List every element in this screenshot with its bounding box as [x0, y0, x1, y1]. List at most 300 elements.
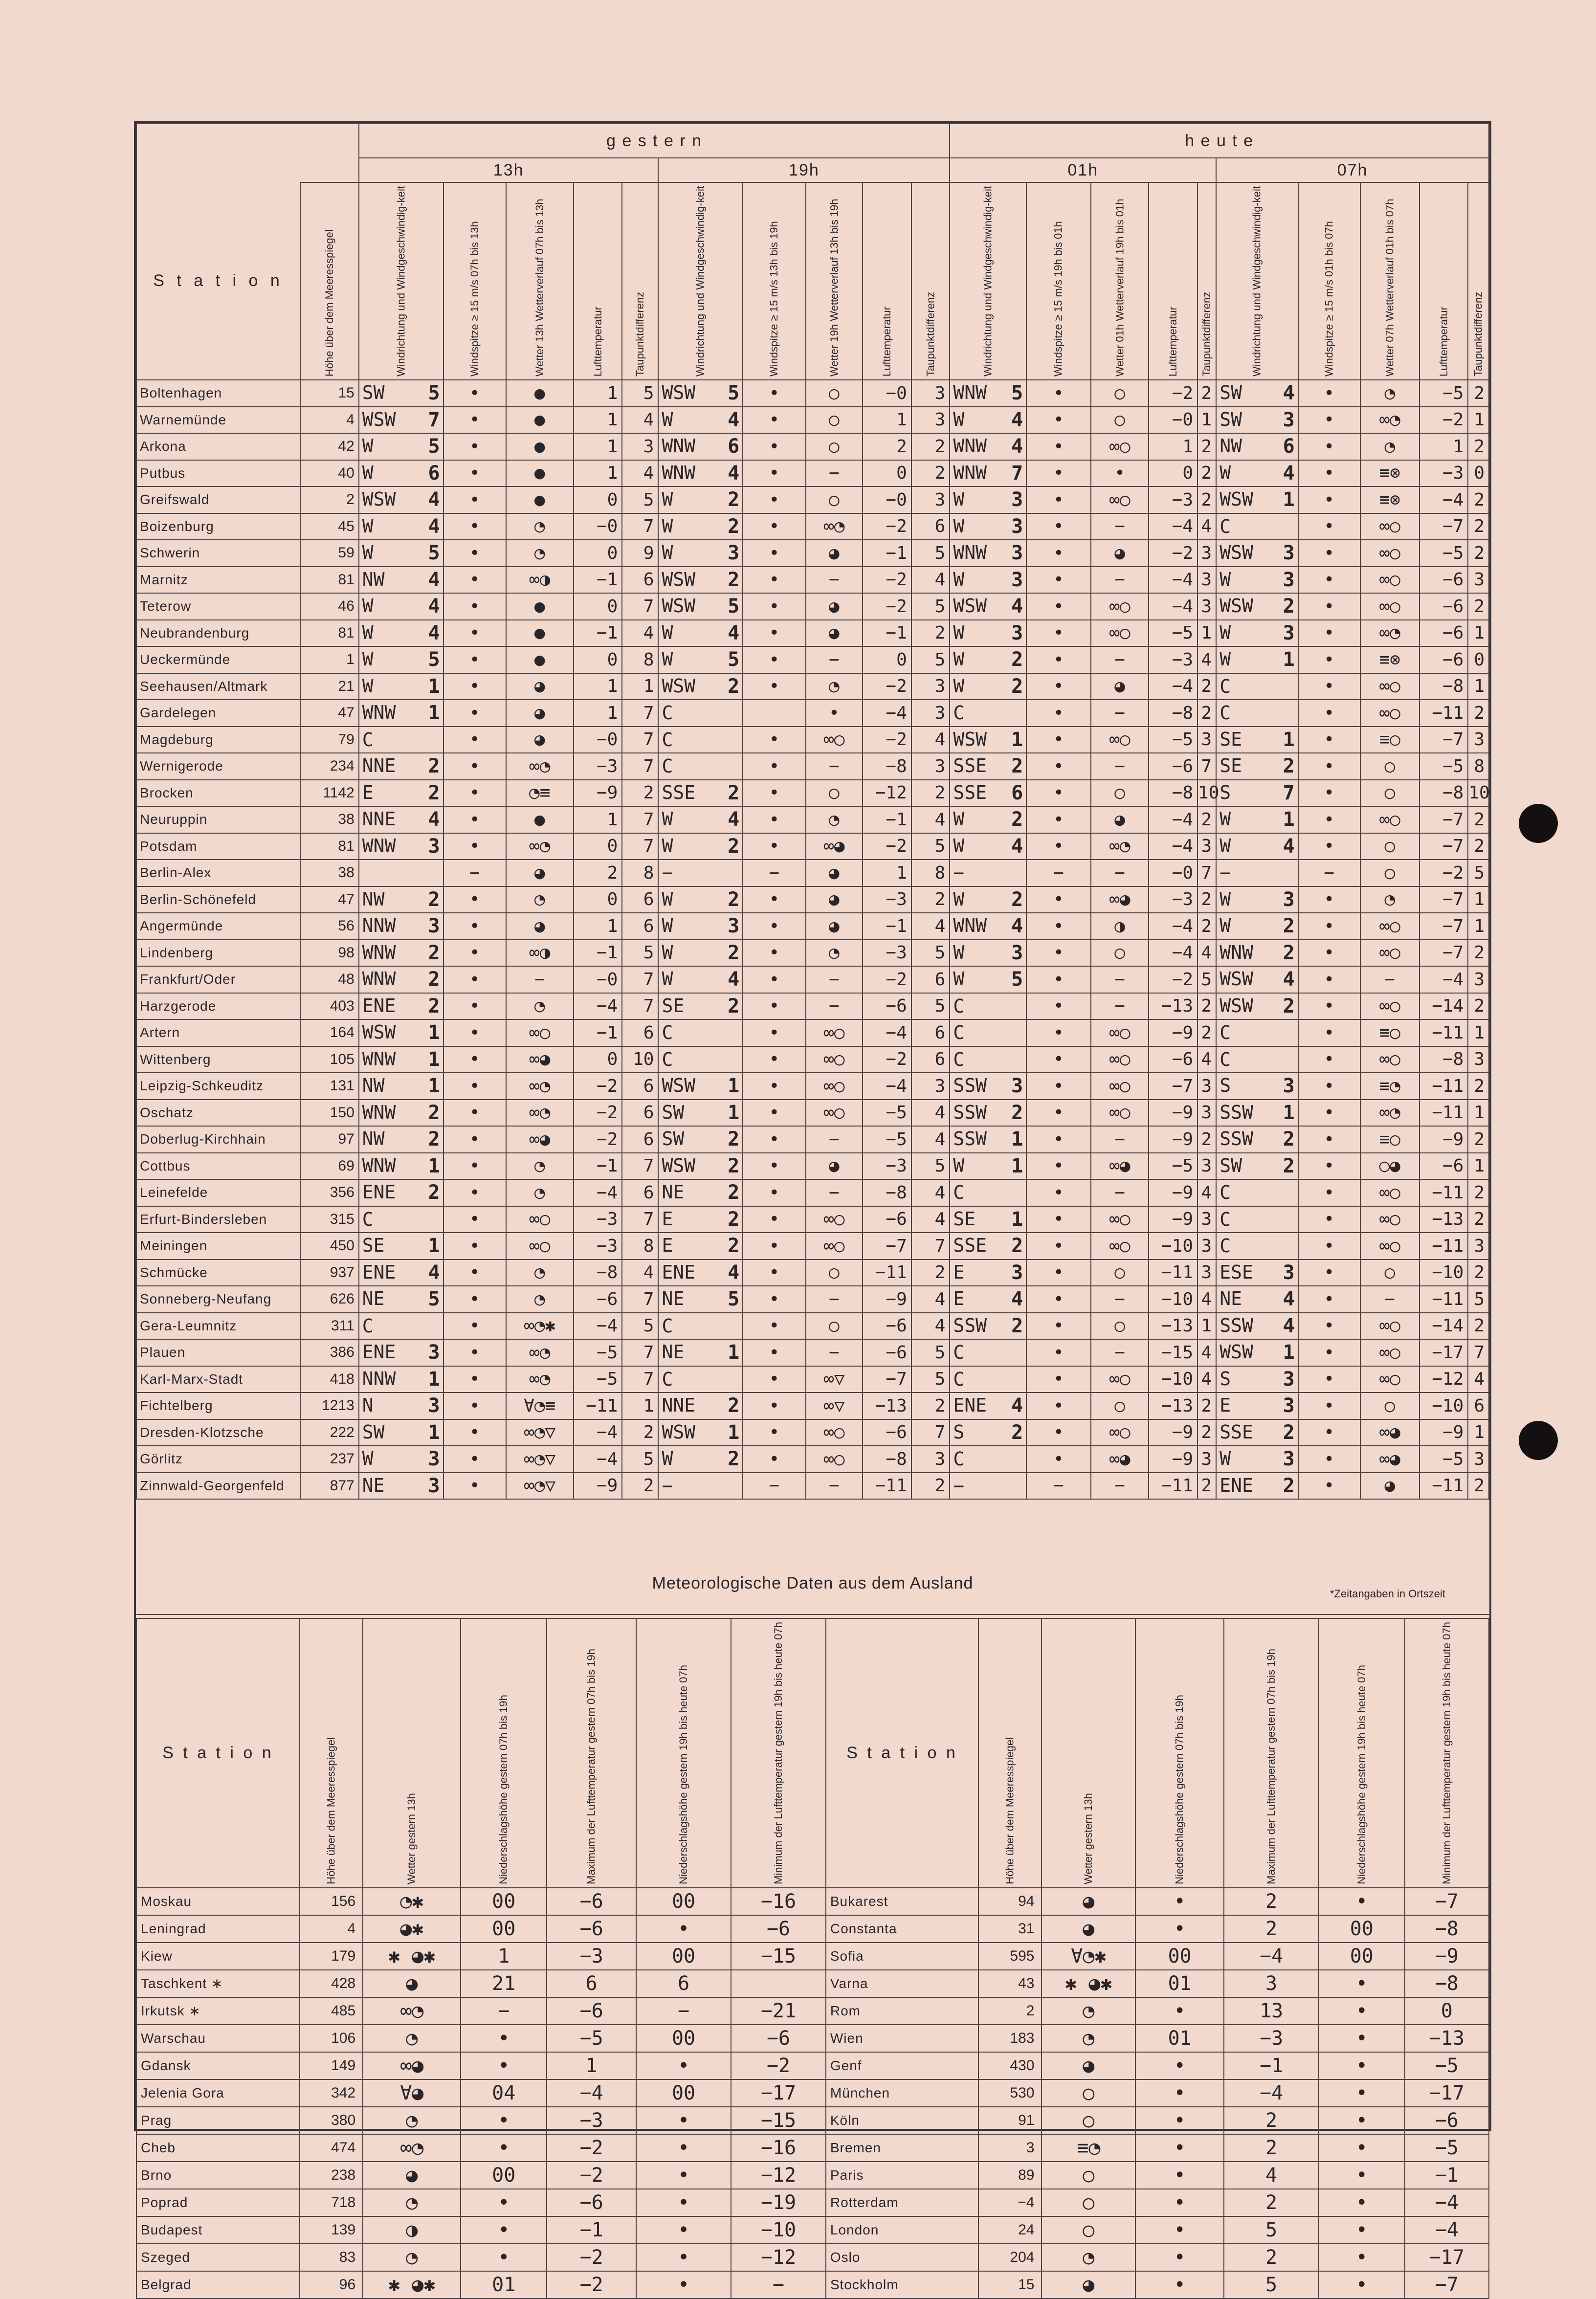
weather-symbol: ≡⊗: [1360, 460, 1419, 487]
air-temperature: −14: [1419, 1313, 1468, 1340]
dewpoint-difference: 2: [1468, 513, 1489, 540]
wind-cell: [658, 913, 743, 940]
wind-cell: [359, 593, 443, 620]
wind-direction: E: [662, 1208, 673, 1230]
wind-cell: [1216, 833, 1298, 860]
wind-speed: 2: [728, 835, 740, 858]
dewpoint-difference: 2: [622, 1473, 658, 1500]
wind-cell: [1216, 540, 1298, 567]
weather-symbol: ∞○: [1091, 486, 1149, 513]
weather-symbol: ◔: [506, 1260, 574, 1286]
wind-gust: •: [743, 753, 805, 780]
wind-gust: •: [743, 913, 805, 940]
dewpoint-difference: 7: [1197, 753, 1216, 780]
precip-07-19: •: [1135, 2052, 1224, 2079]
weather-symbol: −: [1091, 1126, 1149, 1153]
wind-direction: W: [1219, 648, 1231, 670]
station-name: Cottbus: [136, 1153, 300, 1180]
station-name: Artern: [136, 1019, 300, 1046]
foreign-weather-13h: ≡◔: [1042, 2134, 1135, 2162]
air-temperature: −2: [574, 1126, 622, 1153]
wind-direction: SW: [662, 1128, 685, 1150]
wind-cell: [950, 1126, 1026, 1153]
weather-symbol: ∞○: [506, 1019, 574, 1046]
wind-cell: [359, 1446, 443, 1473]
weather-symbol: −: [1091, 753, 1149, 780]
station-height: 1: [300, 646, 359, 673]
dewpoint-difference: 4: [911, 567, 950, 594]
wind-direction: WSW: [662, 595, 696, 617]
station-row: [136, 1339, 1489, 1366]
dewpoint-difference: 2: [1468, 1126, 1489, 1153]
weather-symbol: ≡◔: [1360, 1073, 1419, 1100]
station-name: Lindenberg: [136, 940, 300, 967]
wind-gust: •: [1026, 1153, 1090, 1180]
wind-gust: •: [743, 1366, 805, 1393]
foreign-station-name: Rom: [826, 1997, 978, 2025]
weather-symbol: −: [1091, 646, 1149, 673]
air-temperature: −4: [1149, 833, 1197, 860]
wind-cell: [1216, 380, 1298, 407]
dewpoint-difference: 7: [622, 833, 658, 860]
max-temperature: −6: [547, 1888, 636, 1915]
wind-speed: 2: [1011, 648, 1023, 671]
air-temperature: −2: [1419, 407, 1468, 434]
air-temperature: −4: [863, 1019, 911, 1046]
dewpoint-difference: 8: [911, 860, 950, 886]
foreign-weather-13h: ○: [1042, 2079, 1135, 2107]
wind-direction: C: [1219, 1048, 1231, 1070]
wind-cell: [359, 1393, 443, 1419]
foreign-row: [136, 2079, 1489, 2107]
wind-cell: [1216, 940, 1298, 967]
max-temperature: 2: [1224, 2189, 1319, 2216]
precip-07-19: 21: [461, 1970, 547, 1997]
wind-gust: •: [743, 513, 805, 540]
precip-07-19: •: [461, 2244, 547, 2271]
weather-symbol: ○◕: [1360, 1153, 1419, 1180]
wind-gust: •: [1298, 540, 1360, 567]
wind-cell: [658, 673, 743, 700]
wind-speed: 4: [1011, 1394, 1023, 1417]
foreign-header-hoehe-right: Höhe über dem Meeresspiegel: [978, 1618, 1042, 1888]
wind-gust: •: [443, 1019, 506, 1046]
air-temperature: −9: [863, 1286, 911, 1313]
wind-direction: C: [662, 1022, 673, 1044]
air-temperature: −2: [1149, 540, 1197, 567]
weather-symbol: ∞○: [1360, 540, 1419, 567]
wind-speed: 4: [1011, 408, 1023, 431]
wind-direction: NW: [362, 1128, 385, 1150]
wind-cell: [658, 1233, 743, 1260]
wind-gust: •: [443, 567, 506, 594]
foreign-station-height: 83: [300, 2244, 363, 2271]
wind-gust: •: [743, 620, 805, 647]
air-temperature: −5: [1419, 1446, 1468, 1473]
wind-speed: 2: [1011, 1101, 1023, 1124]
station-height: 403: [300, 993, 359, 1020]
station-name: Neuruppin: [136, 806, 300, 833]
wind-speed: 2: [1283, 915, 1295, 938]
wind-cell: [950, 1046, 1026, 1073]
wind-direction: W: [1219, 1448, 1231, 1470]
wind-cell: [950, 940, 1026, 967]
station-row: [136, 1100, 1489, 1127]
dewpoint-difference: 3: [911, 1446, 950, 1473]
weather-symbol: ∞○: [1360, 567, 1419, 594]
wind-direction: W: [953, 621, 965, 643]
wind-cell: [950, 407, 1026, 434]
dewpoint-difference: 1: [1197, 407, 1216, 434]
wind-gust: •: [443, 727, 506, 753]
wind-gust: •: [1298, 993, 1360, 1020]
weather-symbol: −: [806, 1179, 863, 1206]
wind-cell: [950, 1206, 1026, 1233]
wind-gust: •: [1298, 1126, 1360, 1153]
weather-symbol: ○: [806, 407, 863, 434]
wind-direction: NW: [1219, 435, 1242, 457]
wind-direction: SE: [362, 1235, 385, 1257]
wind-speed: 4: [1283, 1288, 1295, 1311]
wind-gust: •: [1026, 753, 1090, 780]
wind-cell: [950, 1393, 1026, 1419]
wind-cell: [359, 780, 443, 807]
dewpoint-difference: 3: [1197, 1233, 1216, 1260]
wind-direction: S: [1219, 1075, 1231, 1097]
weather-symbol: ●: [506, 593, 574, 620]
foreign-station-name: Moskau: [136, 1888, 300, 1915]
dewpoint-difference: 0: [1468, 646, 1489, 673]
wind-gust: •: [743, 1019, 805, 1046]
air-temperature: −4: [574, 1313, 622, 1340]
dewpoint-difference: 3: [911, 1073, 950, 1100]
weather-symbol: −: [1091, 1179, 1149, 1206]
weather-symbol: ∞◔✱: [506, 1313, 574, 1340]
wind-direction: C: [953, 702, 965, 724]
dewpoint-difference: 2: [911, 1260, 950, 1286]
wind-speed: 3: [428, 1448, 440, 1471]
dewpoint-difference: 5: [911, 993, 950, 1020]
weather-symbol: ∞○: [1360, 1233, 1419, 1260]
wind-cell: [950, 646, 1026, 673]
dewpoint-difference: 2: [911, 620, 950, 647]
foreign-weather-13h: ◕✱: [363, 1915, 461, 1943]
precip-07-19: 00: [461, 1915, 547, 1943]
min-temperature: 0: [1405, 1997, 1489, 2025]
wind-gust: •: [743, 486, 805, 513]
air-temperature: −8: [1419, 1046, 1468, 1073]
wind-cell: [359, 1073, 443, 1100]
precip-19-07: •: [1319, 2025, 1405, 2052]
air-temperature: −6: [1419, 593, 1468, 620]
wind-direction: C: [1219, 1208, 1231, 1230]
weather-report-sheet: [134, 121, 1491, 2296]
precip-07-19: •: [1135, 1888, 1224, 1915]
foreign-row: [136, 2216, 1489, 2244]
foreign-station-height: −4: [978, 2189, 1042, 2216]
foreign-station-name: Bukarest: [826, 1888, 978, 1915]
station-height: 356: [300, 1179, 359, 1206]
dewpoint-difference: 1: [622, 673, 658, 700]
dewpoint-difference: 2: [911, 1473, 950, 1500]
wind-cell: [950, 1233, 1026, 1260]
wind-speed: 2: [1283, 1128, 1295, 1151]
wind-speed: 1: [428, 1048, 440, 1071]
air-temperature: 1: [863, 407, 911, 434]
wind-speed: 1: [428, 1075, 440, 1098]
punch-hole-bottom: [1519, 1421, 1558, 1460]
wind-cell: [359, 1313, 443, 1340]
air-temperature: −10: [1149, 1286, 1197, 1313]
header-wetter13-0: Wetter 13h Wetterverlauf 07h bis 13h: [506, 182, 574, 380]
wind-speed: 5: [428, 542, 440, 565]
station-name: Neubrandenburg: [136, 620, 300, 647]
min-temperature: −6: [731, 1915, 826, 1943]
wind-cell: [658, 1393, 743, 1419]
air-temperature: −5: [863, 1126, 911, 1153]
dewpoint-difference: 2: [1197, 913, 1216, 940]
wind-gust: •: [443, 700, 506, 727]
wind-cell: [359, 460, 443, 487]
header-wetter19-1: Wetter 19h Wetterverlauf 13h bis 19h: [806, 182, 863, 380]
wind-direction: W: [362, 515, 374, 537]
wind-speed: 5: [728, 382, 740, 405]
min-temperature: −12: [731, 2244, 826, 2271]
foreign-station-name: Paris: [826, 2162, 978, 2189]
station-row: [136, 433, 1489, 460]
header-13h: 13h: [359, 158, 659, 182]
wind-speed: 3: [1283, 888, 1295, 911]
dewpoint-difference: 2: [1197, 673, 1216, 700]
wind-speed: 2: [1011, 1421, 1023, 1444]
wind-speed: 4: [428, 488, 440, 511]
wind-gust: •: [443, 1313, 506, 1340]
min-temperature: −: [731, 2271, 826, 2299]
wind-cell: [359, 727, 443, 753]
wind-cell: [1216, 1393, 1298, 1419]
min-temperature: −8: [1405, 1915, 1489, 1943]
wind-direction: SSE: [953, 781, 987, 803]
dewpoint-difference: 6: [911, 966, 950, 993]
station-name: Putbus: [136, 460, 300, 487]
wind-speed: 4: [428, 515, 440, 538]
station-row: [136, 993, 1489, 1020]
foreign-weather-13h: ∞◔: [363, 2134, 461, 2162]
wind-cell: [950, 1446, 1026, 1473]
station-name: Brocken: [136, 780, 300, 807]
min-temperature: −5: [1405, 2052, 1489, 2079]
weather-symbol: ◔: [506, 1286, 574, 1313]
wind-direction: NNW: [362, 1368, 396, 1390]
wind-direction: NE: [362, 1474, 385, 1496]
dewpoint-difference: 2: [1197, 1419, 1216, 1446]
dewpoint-difference: 2: [622, 1419, 658, 1446]
wind-speed: 2: [1283, 1474, 1295, 1497]
wind-gust: •: [1298, 593, 1360, 620]
wind-speed: 4: [428, 621, 440, 644]
wind-direction: WSW: [362, 408, 396, 430]
wind-cell: [1216, 727, 1298, 753]
precip-19-07: •: [1319, 1997, 1405, 2025]
wind-gust: •: [443, 1153, 506, 1180]
min-temperature: −8: [1405, 1970, 1489, 1997]
wind-direction: W: [953, 1154, 965, 1176]
air-temperature: −11: [863, 1260, 911, 1286]
station-name: Erfurt-Bindersleben: [136, 1206, 300, 1233]
header-luft-1: Lufttemperatur: [863, 182, 911, 380]
dewpoint-difference: 4: [1197, 513, 1216, 540]
station-row: [136, 860, 1489, 886]
precip-07-19: 00: [1135, 1943, 1224, 1970]
dewpoint-difference: 2: [911, 1393, 950, 1419]
weather-symbol: ○: [1360, 1260, 1419, 1286]
min-temperature: −15: [731, 1943, 826, 1970]
air-temperature: −2: [574, 1073, 622, 1100]
wind-speed: 5: [428, 435, 440, 458]
wind-speed: 2: [1011, 808, 1023, 831]
wind-cell: [950, 1419, 1026, 1446]
wind-speed: 3: [728, 915, 740, 938]
wind-speed: 4: [428, 1261, 440, 1284]
wind-speed: 2: [428, 1181, 440, 1204]
wind-cell: [658, 1153, 743, 1180]
wind-cell: [1216, 407, 1298, 434]
weather-symbol: ∞▽: [806, 1366, 863, 1393]
foreign-row: [136, 2052, 1489, 2079]
weather-symbol: −: [506, 966, 574, 993]
station-name: Frankfurt/Oder: [136, 966, 300, 993]
air-temperature: −2: [574, 1100, 622, 1127]
wind-gust: •: [743, 806, 805, 833]
wind-direction: W: [1219, 621, 1231, 643]
air-temperature: −2: [1419, 860, 1468, 886]
max-temperature: −4: [1224, 1943, 1319, 1970]
station-height: 97: [300, 1126, 359, 1153]
dewpoint-difference: 1: [1468, 407, 1489, 434]
wind-gust: •: [1026, 993, 1090, 1020]
wind-direction: WNW: [362, 702, 396, 724]
wind-cell: [658, 1046, 743, 1073]
wind-direction: SW: [1219, 1154, 1242, 1176]
air-temperature: −8: [1149, 780, 1197, 807]
air-temperature: −7: [863, 1233, 911, 1260]
wind-direction: SSW: [953, 1075, 987, 1097]
dewpoint-difference: 4: [622, 407, 658, 434]
wind-direction: W: [662, 542, 673, 564]
dewpoint-difference: 6: [622, 1073, 658, 1100]
wind-gust: •: [1298, 700, 1360, 727]
dewpoint-difference: 3: [1197, 1206, 1216, 1233]
wind-speed: 4: [1011, 835, 1023, 858]
wind-cell: [359, 620, 443, 647]
air-temperature: −9: [1149, 1446, 1197, 1473]
wind-speed: 2: [1011, 1314, 1023, 1337]
wind-speed: 2: [728, 1235, 740, 1258]
air-temperature: −3: [574, 1206, 622, 1233]
foreign-station-height: 718: [300, 2189, 363, 2216]
dewpoint-difference: 4: [911, 1206, 950, 1233]
air-temperature: −11: [1419, 1073, 1468, 1100]
foreign-header-min-left: Minimum der Lufttemperatur gestern 19h bis heute 07h: [731, 1618, 826, 1888]
wind-speed: 1: [1283, 728, 1295, 751]
station-height: 15: [300, 380, 359, 407]
air-temperature: −7: [1419, 913, 1468, 940]
dewpoint-difference: 3: [911, 753, 950, 780]
wind-direction: C: [662, 702, 673, 724]
foreign-weather-13h: ◔: [363, 2025, 461, 2052]
foreign-weather-13h: ∞◕: [363, 2052, 461, 2079]
min-temperature: −13: [1405, 2025, 1489, 2052]
precip-07-19: •: [461, 2052, 547, 2079]
dewpoint-difference: 4: [1197, 646, 1216, 673]
wind-gust: •: [743, 780, 805, 807]
max-temperature: 5: [1224, 2216, 1319, 2244]
wind-direction: W: [362, 435, 374, 457]
dewpoint-difference: 8: [1468, 753, 1489, 780]
dewpoint-difference: 7: [622, 1153, 658, 1180]
wind-cell: [359, 806, 443, 833]
air-temperature: −11: [1419, 1286, 1468, 1313]
dewpoint-difference: 2: [1197, 380, 1216, 407]
wind-direction: WSW: [1219, 542, 1253, 564]
dewpoint-difference: 1: [1468, 1153, 1489, 1180]
foreign-weather-13h: ✱ ◕✱: [1042, 1970, 1135, 1997]
wind-speed: 1: [428, 1368, 440, 1391]
foreign-station-height: 91: [978, 2107, 1042, 2134]
station-name: Arkona: [136, 433, 300, 460]
wind-cell: [658, 646, 743, 673]
weather-symbol: ∞◕: [1091, 1446, 1149, 1473]
wind-gust: •: [1298, 1313, 1360, 1340]
wind-gust: •: [443, 646, 506, 673]
foreign-row: [136, 1997, 1489, 2025]
station-height: 315: [300, 1206, 359, 1233]
wind-direction: W: [953, 968, 965, 990]
air-temperature: −7: [863, 1366, 911, 1393]
wind-speed: 2: [728, 1448, 740, 1471]
dewpoint-difference: 5: [622, 940, 658, 967]
wind-speed: 1: [428, 1154, 440, 1177]
foreign-weather-13h: ◕: [363, 1970, 461, 1997]
foreign-weather-13h: ◔: [1042, 1997, 1135, 2025]
air-temperature: −4: [1419, 966, 1468, 993]
foreign-station-height: 183: [978, 2025, 1042, 2052]
max-temperature: 4: [1224, 2162, 1319, 2189]
wind-direction: NE: [662, 1341, 685, 1363]
header-wind-3: Windrichtung und Windgeschwindig-keit: [1216, 182, 1298, 380]
wind-gust: •: [443, 1260, 506, 1286]
wind-gust: −: [1298, 860, 1360, 886]
min-temperature: [731, 1970, 826, 1997]
dewpoint-difference: 5: [622, 380, 658, 407]
wind-speed: 2: [728, 995, 740, 1017]
wind-gust: •: [443, 1233, 506, 1260]
wind-speed: 2: [728, 1394, 740, 1417]
wind-cell: [1216, 1366, 1298, 1393]
foreign-station-name: Taschkent ∗: [136, 1970, 300, 1997]
air-temperature: −9: [1149, 1419, 1197, 1446]
wind-direction: W: [1219, 835, 1231, 857]
dewpoint-difference: 3: [1468, 1446, 1489, 1473]
wind-speed: 2: [1011, 1235, 1023, 1258]
wind-direction: NNE: [662, 1394, 696, 1416]
wind-cell: [1216, 460, 1298, 487]
foreign-header-nieder1-right: Niederschlagshöhe gestern 07h bis 19h: [1135, 1618, 1224, 1888]
station-row: [136, 620, 1489, 647]
wind-direction: W: [662, 968, 673, 990]
dewpoint-difference: 4: [911, 1286, 950, 1313]
precip-19-07: −: [636, 1997, 731, 2025]
